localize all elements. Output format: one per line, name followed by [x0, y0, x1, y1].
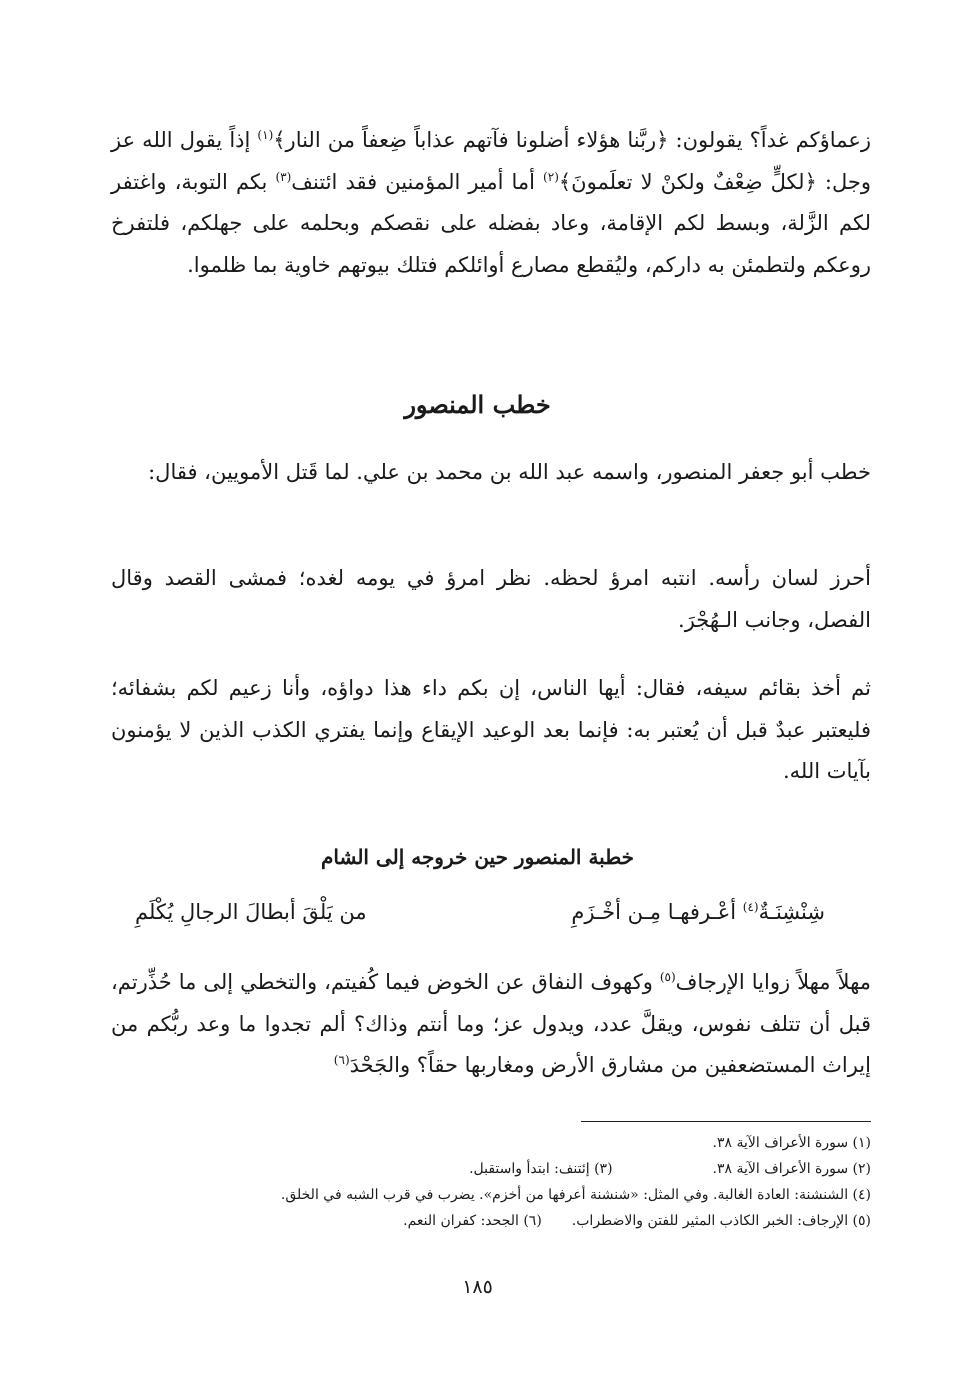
subsection-heading: خطبة المنصور حين خروجه إلى الشام: [321, 845, 634, 869]
verse-hemistich-left: من يَلْقَ أبطالَ الرجالِ يُكْلَمِ: [135, 900, 367, 924]
paragraph-text: أحرز لسان رأسه. انتبه امرؤ لحظه. نظر امرؤ في يومه لغده؛ فمشى القصد وقال الفصل، وجانب الـهُجْرَ.: [111, 566, 871, 632]
paragraph-speech: [111, 558, 871, 641]
paragraph-text: إذاً يقول الله عز وجل: ﴿لكلٍّ ضِعْفٌ ولكنْ لا تعلَمونَ﴾: [111, 128, 871, 194]
poem-verse: [135, 900, 825, 924]
footnote-ref: (١): [257, 128, 274, 142]
paragraph-text: مهلاً مهلاً زوايا الإرجاف: [675, 970, 871, 994]
footnote-4: (٤) الشنشنة: العادة الغالبة. وفي المثل: «شنشنة أعرفها من أخزم». يضرب في قرب الشبه في الخلق.: [280, 1187, 871, 1203]
page-number: ١٨٥: [462, 1276, 493, 1298]
paragraph-sword: [111, 668, 871, 793]
paragraph-text: بكم التوبة، واغتفر لكم الزَّلة، وبسط لكم الإقامة، وعاد بفضله على نقصكم وبحلمه على جهلكم، فلتفرخ روعكم ولتطمئن به داركم، وليُقطع مصارع أوائلكم فتلك بيوتهم خاوية بما ظلموا.: [111, 169, 871, 277]
footnote-3: (٣) إئتنف: ابتدأ واستقبل.: [469, 1161, 613, 1177]
footnotes: [111, 1130, 871, 1234]
footnote-ref: (٢): [543, 169, 559, 184]
footnote-1: (١) سورة الأعراف الآية ٣٨.: [712, 1135, 871, 1151]
paragraph-text: وكهوف النفاق عن الخوض فيما كُفيتم، والتخطي إلى ما حُذِّرتم، قبل أن تتلف نفوس، ويقلَّ عدد، ويدول عز؛ وما أنتم وذاك؟ ألم تجدوا ما وعد ربُّكم من إيراث المستضعفين من مشارق الأرض ومغاربها حقاً؟ والجَحْدَ: [111, 970, 871, 1077]
section-heading: خطب المنصور: [404, 390, 551, 419]
paragraph-intro: [111, 452, 871, 494]
paragraph-text: أما أمير المؤمنين فقد ائتنف: [291, 169, 544, 194]
footnote-row: [111, 1156, 871, 1182]
footnote-divider: [581, 1121, 871, 1122]
paragraph-opening: [111, 120, 871, 286]
paragraph-text: ثم أخذ بقائم سيفه، فقال: أيها الناس، إن بكم داء هذا دواؤه، وأنا زعيم لكم بشفائه؛ فليعتبر عبدٌ قبل أن يُعتبر به: فإنما بعد الوعيد الإيقاع وإنما يفتري الكذب الذين لا يؤمنون بآيات الله.: [111, 676, 871, 783]
footnote-2: (٢) سورة الأعراف الآية ٣٨.: [712, 1161, 871, 1177]
verse-hemistich-right: شِنْشِنَـةٌ$^{(٤)}$ أعْـرفهـا مِـن أخْـزَمِ: [571, 900, 825, 924]
footnote-ref: (٤): [742, 900, 759, 914]
paragraph-text: زعماؤكم غداً؟ يقولون: ﴿ربَّنا هؤلاء أضلونا فآتهم عذاباً ضِعفاً من النار﴾: [273, 128, 871, 152]
footnote-5: (٥) الإرجاف: الخبر الكاذب المثير للفتن والاضطراب.: [571, 1213, 871, 1229]
footnote-6: (٦) الجحد: كفران النعم.: [403, 1213, 542, 1229]
paragraph-text: خطب أبو جعفر المنصور، واسمه عبد الله بن محمد بن علي. لما قَتل الأمويين، فقال:: [148, 460, 871, 484]
footnote-row: [111, 1208, 871, 1234]
footnote-ref: (٦): [333, 1053, 350, 1067]
paragraph-warning: [111, 962, 871, 1087]
footnote-ref: (٥): [659, 970, 676, 984]
footnote-ref: (٣): [275, 169, 292, 184]
